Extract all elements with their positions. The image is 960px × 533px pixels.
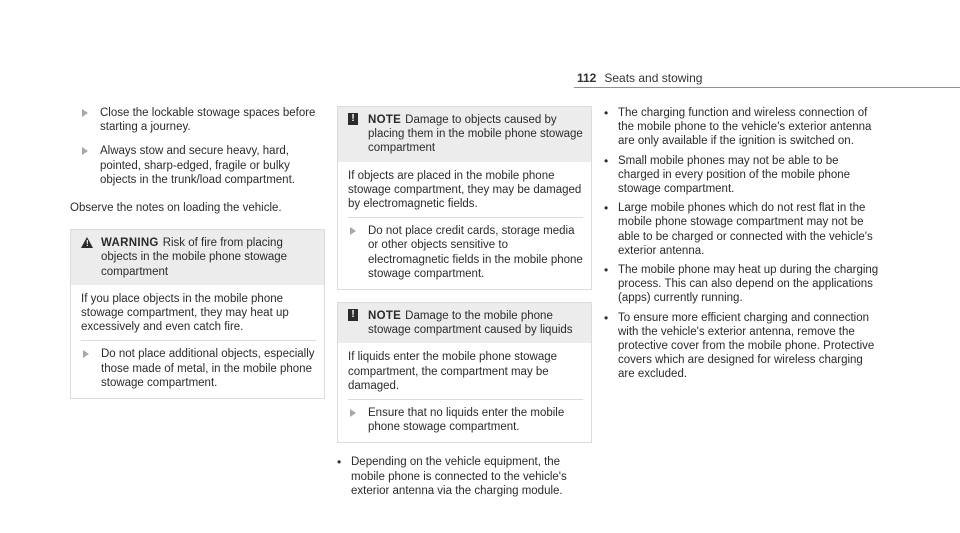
step-arrow-icon — [350, 409, 356, 417]
step-text: Ensure that no liquids enter the mobile phone stowage compartment. — [368, 407, 565, 434]
note-exclamation-icon: ! — [348, 309, 358, 321]
step-arrow-icon — [83, 350, 89, 358]
warning-title: Risk of fire from placing objects in the mobile phone stowage compartment — [101, 237, 288, 278]
list-item-text: The charging function and wireless connection of the mobile phone to the vehicle's exterior antenna are only available if the ignition is switched on. — [618, 107, 872, 148]
header-rule — [574, 87, 960, 88]
observe-text: Observe the notes on loading the vehicle. — [70, 202, 282, 215]
instruction-step — [81, 347, 316, 390]
list-item — [604, 311, 879, 382]
step-arrow-icon — [82, 147, 88, 155]
divider — [348, 217, 583, 218]
note-title: Damage to the mobile phone stowage compartment caused by liquids — [368, 310, 573, 337]
step-arrow-icon — [350, 227, 356, 235]
list-item-text: To ensure more efficient charging and connection with the vehicle's exterior antenna, remove the protective cover from the mobile phone. Protective covers which are designed for wireless charging are excluded. — [618, 311, 875, 381]
warning-triangle-icon: ! — [81, 237, 93, 248]
note-exclamation-icon: ! — [348, 113, 358, 125]
instruction-step — [348, 224, 583, 281]
warning-keyword: WARNING — [101, 237, 159, 250]
page-number: 112 — [577, 71, 597, 85]
note-header — [338, 107, 591, 162]
column-2 — [337, 106, 592, 503]
note-keyword: NOTE — [368, 310, 402, 323]
note-header — [338, 303, 591, 343]
bullet-dot: • — [604, 153, 609, 168]
list-item-text: Small mobile phones may not be able to be charged in every position of the mobile phone stowage compartment. — [618, 154, 851, 196]
step-text: Always stow and secure heavy, hard, pointed, sharp-edged, fragile or bulky objects in the trunk/load compartment. — [100, 145, 295, 186]
note-title: Damage to objects caused by placing them in the mobile phone stowage compartment — [368, 114, 583, 155]
section-title: Seats and stowing — [604, 71, 703, 85]
list-item — [604, 263, 879, 306]
bullet-dot: • — [604, 263, 609, 278]
page-header — [577, 71, 702, 85]
note-box — [337, 302, 592, 443]
step-arrow-icon — [82, 109, 88, 117]
instruction-step — [348, 406, 583, 434]
note-body-text: If objects are placed in the mobile phone stowage compartment, they may be damaged by electromagnetic fields. — [348, 169, 582, 211]
step-text: Do not place additional objects, especially those made of metal, in the mobile phone stowage compartment. — [101, 348, 315, 389]
list-item-text: The mobile phone may heat up during the charging process. This can also depend on the applications (apps) currently running. — [618, 264, 879, 305]
divider — [81, 340, 316, 341]
instruction-step — [70, 144, 325, 187]
list-item-text: Depending on the vehicle equipment, the mobile phone is connected to the vehicle's exterior antenna via the charging module. — [351, 456, 567, 497]
bullet-list — [604, 106, 879, 382]
list-item — [604, 154, 879, 197]
list-item — [604, 201, 879, 258]
list-item — [337, 455, 592, 498]
warning-body — [71, 285, 324, 398]
warning-box — [70, 229, 325, 399]
bullet-dot: • — [604, 201, 609, 216]
divider — [348, 399, 583, 400]
list-item — [604, 106, 879, 149]
instruction-step — [70, 106, 325, 134]
bullet-dot: • — [604, 310, 609, 325]
warning-body-text: If you place objects in the mobile phone stowage compartment, they may heat up excessively and even catch fire. — [81, 292, 289, 334]
bullet-dot: • — [604, 106, 609, 120]
note-keyword: NOTE — [368, 114, 402, 126]
note-body — [338, 343, 591, 442]
column-1 — [70, 106, 325, 399]
column-3 — [604, 106, 879, 387]
step-text: Do not place credit cards, storage media or other objects sensitive to electromagnetic fields in the mobile phone stowage compartment. — [368, 225, 583, 280]
step-text: Close the lockable stowage spaces before starting a journey. — [100, 107, 316, 134]
warning-header — [71, 230, 324, 285]
bullet-dot: • — [337, 455, 342, 470]
note-box — [337, 106, 592, 290]
bullet-list — [337, 455, 592, 498]
list-item-text: Large mobile phones which do not rest flat in the mobile phone stowage compartment may not be able to be charged or connected with the vehicle's exterior antenna. — [618, 202, 873, 257]
note-body-text: If liquids enter the mobile phone stowage compartment, the compartment may be damaged. — [348, 351, 558, 392]
note-body — [338, 162, 591, 289]
